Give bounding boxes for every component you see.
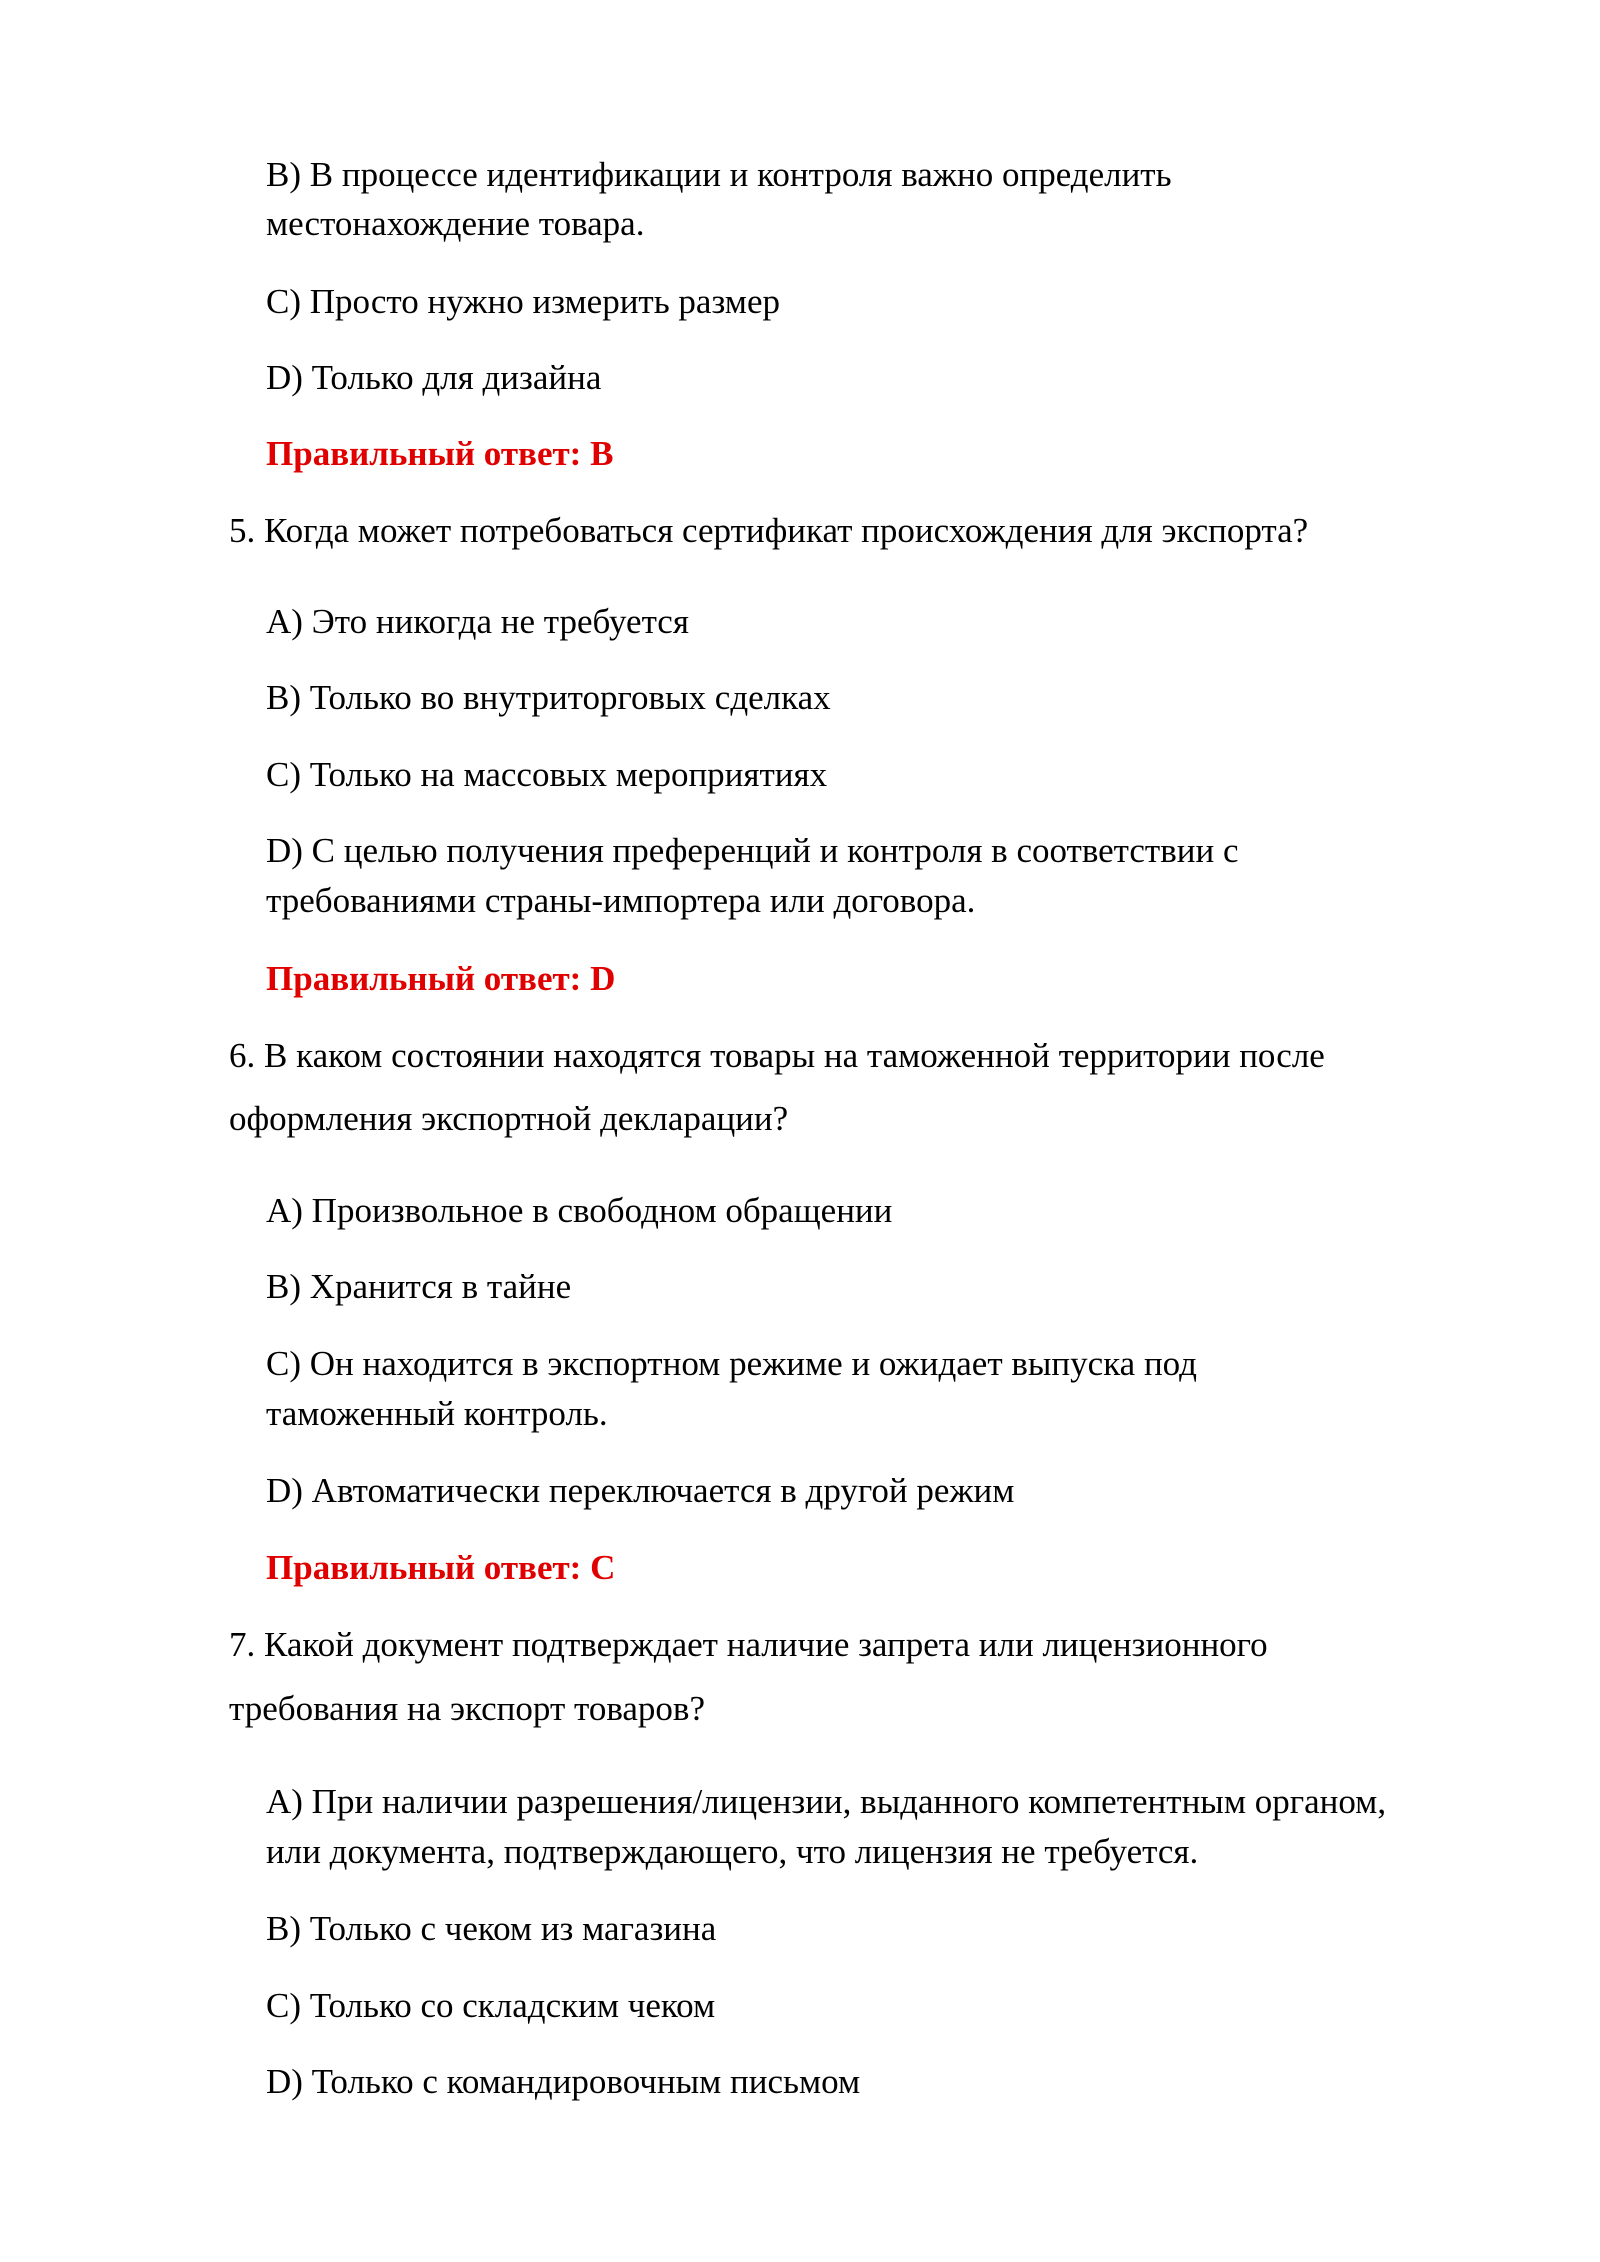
q5-option-c: C) Только на массовых мероприятиях [266, 755, 828, 794]
q5-option-a: A) Это никогда не требуется [266, 602, 689, 641]
q7-option-b: B) Только с чеком из магазина [266, 1909, 717, 1948]
q4-option-c: C) Просто нужно измерить размер [266, 282, 780, 321]
q7-question-line1: 7. Какой документ подтверждает наличие запрета или лицензионного [229, 1625, 1268, 1664]
q6-option-b: B) Хранится в тайне [266, 1267, 572, 1306]
q5-option-b: B) Только во внутриторговых сделках [266, 678, 831, 717]
q6-option-c-line2: таможенный контроль. [266, 1394, 608, 1433]
q7-option-c: C) Только со складским чеком [266, 1986, 716, 2025]
q6-question-line1: 6. В каком состоянии находятся товары на таможенной территории после [229, 1036, 1325, 1075]
q6-option-d: D) Автоматически переключается в другой режим [266, 1471, 1015, 1510]
q6-correct-answer: Правильный ответ: C [266, 1548, 616, 1587]
q4-option-d: D) Только для дизайна [266, 358, 602, 397]
q4-option-b-line1: B) В процессе идентификации и контроля важно определить [266, 155, 1172, 194]
q5-option-d-line2: требованиями страны-импортера или договора. [266, 881, 976, 920]
q7-option-d: D) Только с командировочным письмом [266, 2062, 861, 2101]
q6-question-line2: оформления экспортной декларации? [229, 1099, 789, 1138]
q6-option-a: A) Произвольное в свободном обращении [266, 1191, 893, 1230]
q4-correct-answer: Правильный ответ: B [266, 434, 614, 473]
q5-option-d-line1: D) С целью получения преференций и контроля в соответствии с [266, 831, 1239, 870]
q7-option-a-line1: A) При наличии разрешения/лицензии, выданного компетентным органом, [266, 1782, 1387, 1821]
q5-question: 5. Когда может потребоваться сертификат происхождения для экспорта? [229, 511, 1309, 550]
q6-option-c-line1: C) Он находится в экспортном режиме и ожидает выпуска под [266, 1344, 1197, 1383]
q7-option-a-line2: или документа, подтверждающего, что лицензия не требуется. [266, 1832, 1199, 1871]
q5-correct-answer: Правильный ответ: D [266, 959, 616, 998]
q7-question-line2: требования на экспорт товаров? [229, 1689, 705, 1728]
q4-option-b-line2: местонахождение товара. [266, 204, 645, 243]
